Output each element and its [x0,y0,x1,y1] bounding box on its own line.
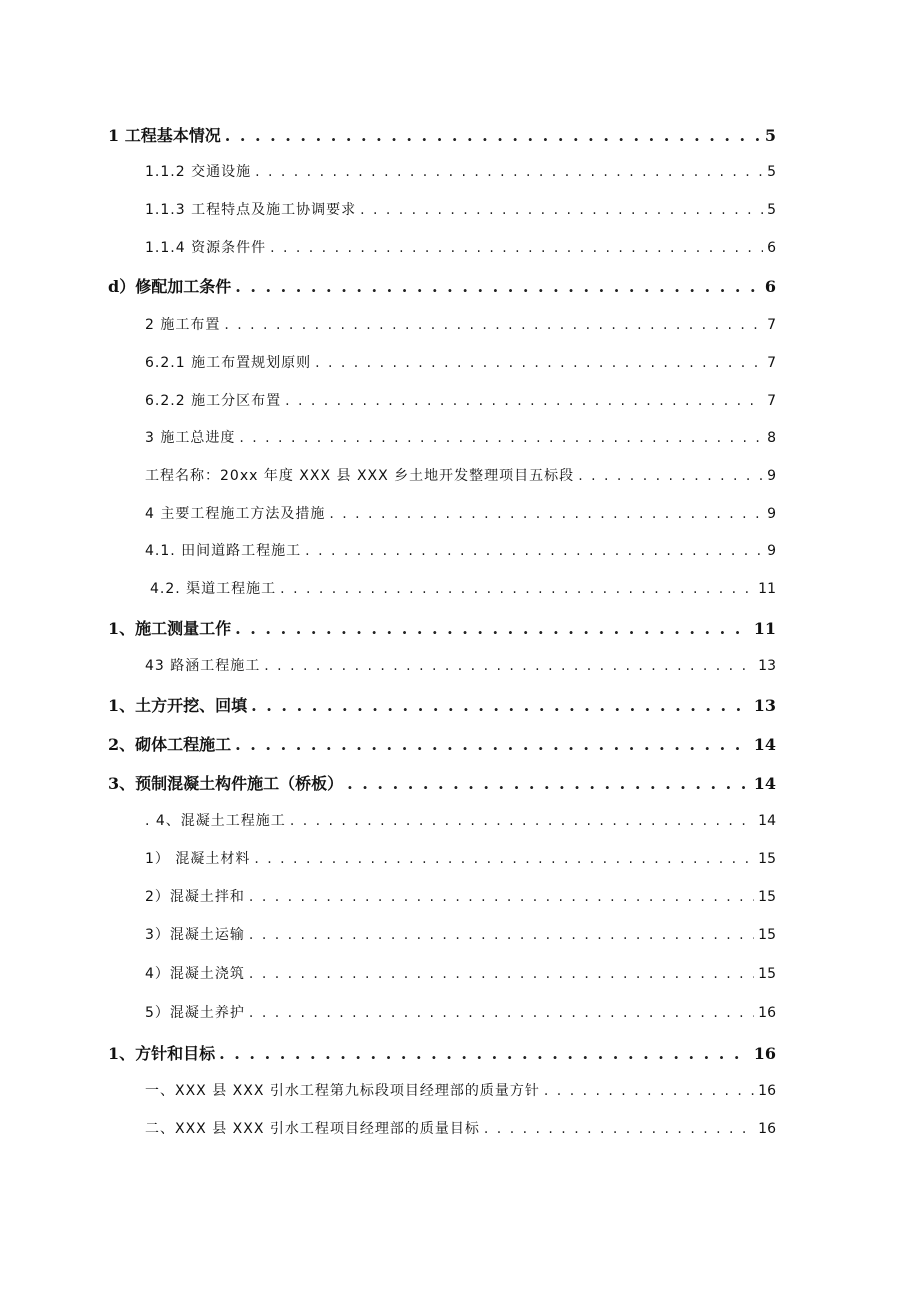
toc-page-number: 5 [767,164,776,180]
toc-entry-title: 4）混凝土浇筑 [145,966,245,982]
toc-entry[interactable] [145,540,776,560]
toc-page-number: 7 [767,355,776,371]
toc-page-number: 13 [758,658,776,674]
toc-entry-title: 5）混凝土养护 [145,1005,245,1021]
toc-entry-title: 3 施工总进度 [145,430,236,446]
toc-entry[interactable] [145,237,776,257]
toc-entry[interactable] [108,123,776,146]
toc-page-number: 16 [758,1121,776,1137]
toc-entry-title: 6.2.1 施工布置规划原则 [145,355,312,371]
toc-entry-title: 4.2. 渠道工程施工 [150,581,277,597]
toc-entry[interactable] [145,161,776,181]
toc-entry[interactable] [108,616,776,639]
toc-leader-dots [264,658,754,674]
toc-entry[interactable] [145,427,776,447]
toc-entry[interactable] [108,693,776,716]
toc-leader-dots [290,813,754,829]
toc-page-number: 9 [767,543,776,559]
toc-entry-title: 1、土方开挖、回填 [108,696,248,715]
toc-leader-dots [225,126,761,145]
toc-entry-title: 1） 混凝土材料 [145,851,251,867]
toc-entry-title: 1、方针和目标 [108,1044,216,1063]
toc-entry-title: 1、施工测量工作 [108,619,232,638]
toc-leader-dots [249,966,754,982]
toc-leader-dots [235,735,750,754]
toc-page-number: 16 [758,1005,776,1021]
toc-leader-dots [239,430,763,446]
toc-leader-dots [270,240,763,256]
toc-entry-title: 工程名称：20xx 年度 XXX 县 XXX 乡土地开发整理项目五标段 [145,468,575,484]
toc-page-number: 8 [767,430,776,446]
toc-entry[interactable] [145,503,776,523]
toc-entry[interactable] [108,1041,776,1064]
toc-entry-title: 4.1. 田间道路工程施工 [145,543,302,559]
toc-leader-dots [249,889,754,905]
toc-entry-title: 1.1.4 资源条件件 [145,240,267,256]
toc-entry[interactable] [145,1118,776,1138]
toc-entry[interactable] [145,1080,776,1100]
toc-entry[interactable] [145,655,776,675]
toc-entry[interactable] [145,352,776,372]
toc-leader-dots [251,696,750,715]
toc-page-number: 7 [767,317,776,333]
toc-leader-dots [484,1121,754,1137]
toc-leader-dots [280,581,754,597]
toc-page-number: 5 [764,126,776,145]
toc-page-number: 7 [767,393,776,409]
toc-entry-title: d）修配加工条件 [108,277,232,296]
toc-entry-title: 43 路涵工程施工 [145,658,261,674]
toc-leader-dots [254,851,754,867]
toc-leader-dots [544,1083,754,1099]
toc-leader-dots [285,393,763,409]
toc-page-number: 9 [767,506,776,522]
toc-entry[interactable] [108,771,776,794]
toc-entry[interactable] [145,390,776,410]
toc-leader-dots [347,774,750,793]
toc-entry[interactable] [145,465,776,485]
toc-entry[interactable] [145,1002,776,1022]
toc-leader-dots [235,619,750,638]
toc-entry-title: 1 工程基本情况 [108,126,221,145]
toc-entry[interactable] [145,199,776,219]
toc-entry-title: 一、XXX 县 XXX 引水工程第九标段项目经理部的质量方针 [145,1083,540,1099]
toc-leader-dots [255,164,763,180]
toc-entry-title: 6.2.2 施工分区布置 [145,393,282,409]
toc-entry-title: 3）混凝土运输 [145,927,245,943]
toc-entry[interactable] [145,924,776,944]
toc-entry-title: 2）混凝土拌和 [145,889,245,905]
toc-page-number: 11 [753,619,776,638]
toc-leader-dots [249,1005,754,1021]
toc-page-number: 16 [758,1083,776,1099]
toc-leader-dots [578,468,763,484]
toc-leader-dots [219,1044,750,1063]
toc-page-number: 5 [767,202,776,218]
toc-entry[interactable] [108,274,776,297]
toc-entry[interactable] [145,963,776,983]
toc-page-number: 6 [767,240,776,256]
toc-page-number: 11 [758,581,776,597]
toc-page-number: 16 [753,1044,776,1063]
toc-entry[interactable] [145,848,776,868]
toc-page-number: 9 [767,468,776,484]
toc-entry[interactable] [150,578,776,598]
toc-page-number: 14 [753,774,776,793]
toc-leader-dots [315,355,763,371]
toc-leader-dots [249,927,754,943]
toc-entry-title: 2 施工布置 [145,317,221,333]
toc-leader-dots [360,202,763,218]
toc-entry-title: 二、XXX 县 XXX 引水工程项目经理部的质量目标 [145,1121,480,1137]
toc-entry-title: 2、砌体工程施工 [108,735,232,754]
toc-entry-title: 1.1.2 交通设施 [145,164,252,180]
toc-entry[interactable] [145,810,776,830]
toc-entry-title: . 4、混凝土工程施工 [145,813,286,829]
toc-leader-dots [224,317,763,333]
toc-entry[interactable] [145,886,776,906]
toc-page-number: 6 [764,277,776,296]
toc-leader-dots [329,506,763,522]
toc-entry-title: 1.1.3 工程特点及施工协调要求 [145,202,357,218]
toc-entry[interactable] [108,732,776,755]
toc-leader-dots [305,543,763,559]
toc-page-number: 14 [753,735,776,754]
toc-entry-title: 4 主要工程施工方法及措施 [145,506,326,522]
toc-page-number: 14 [758,813,776,829]
toc-page-number: 15 [758,966,776,982]
toc-entry[interactable] [145,314,776,334]
toc-entry-title: 3、预制混凝土构件施工（桥板） [108,774,344,793]
toc-leader-dots [235,277,761,296]
toc-page-number: 15 [758,889,776,905]
toc-page-number: 15 [758,927,776,943]
toc-page-number: 13 [753,696,776,715]
toc-page-number: 15 [758,851,776,867]
